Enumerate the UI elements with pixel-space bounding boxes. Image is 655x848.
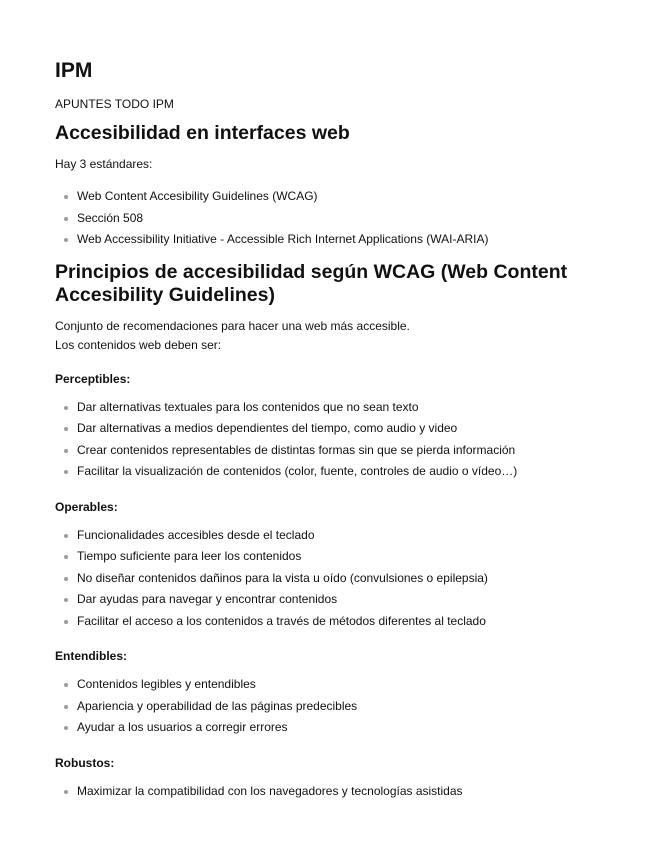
standards-list (55, 186, 615, 251)
entendibles-list (55, 674, 615, 739)
subheading-operables: Operables: (55, 499, 118, 514)
list-item: Funcionalidades accesibles desde el teclado (77, 525, 615, 547)
list-item: Ayudar a los usuarios a corregir errores (77, 717, 615, 739)
list-item: Dar alternativas textuales para los contenidos que no sean texto (77, 397, 615, 419)
list-item: Facilitar la visualización de contenidos (color, fuente, controles de audio o vídeo…) (77, 461, 615, 483)
robustos-list (55, 781, 615, 803)
list-item: Web Accessibility Initiative - Accessible Rich Internet Applications (WAI-ARIA) (77, 229, 615, 251)
perceptibles-list (55, 397, 615, 483)
list-item: Maximizar la compatibilidad con los navegadores y tecnologías asistidas (77, 781, 615, 803)
list-item: Tiempo suficiente para leer los contenidos (77, 546, 615, 568)
subheading-robustos: Robustos: (55, 755, 115, 770)
section-heading-principios: Principios de accesibilidad según WCAG (Web Content Accesibility Guidelines) (55, 260, 568, 306)
list-item: Apariencia y operabilidad de las páginas predecibles (77, 696, 615, 718)
list-item: Facilitar el acceso a los contenidos a través de métodos diferentes al teclado (77, 611, 615, 633)
list-item: No diseñar contenidos dañinos para la vista u oído (convulsiones o epilepsia) (77, 568, 615, 590)
list-item: Dar ayudas para navegar y encontrar contenidos (77, 589, 615, 611)
document-subtitle: APUNTES TODO IPM (55, 97, 174, 111)
principles-intro (55, 317, 615, 355)
list-item: Contenidos legibles y entendibles (77, 674, 615, 696)
standards-intro: Hay 3 estándares: (55, 157, 153, 171)
list-item: Dar alternativas a medios dependientes del tiempo, como audio y video (77, 418, 615, 440)
list-item: Sección 508 (77, 208, 615, 230)
principles-intro-line-1: Conjunto de recomendaciones para hacer una web más accesible. (55, 318, 410, 333)
operables-list (55, 525, 615, 633)
principles-intro-line-2: Los contenidos web deben ser: (55, 337, 222, 352)
document-title: IPM (55, 59, 93, 82)
list-item: Crear contenidos representables de distintas formas sin que se pierda información (77, 440, 615, 462)
list-item: Web Content Accesibility Guidelines (WCAG) (77, 186, 615, 208)
section-heading-accesibilidad: Accesibilidad en interfaces web (55, 122, 350, 144)
subheading-entendibles: Entendibles: (55, 649, 128, 663)
subheading-perceptibles: Perceptibles: (55, 371, 131, 386)
